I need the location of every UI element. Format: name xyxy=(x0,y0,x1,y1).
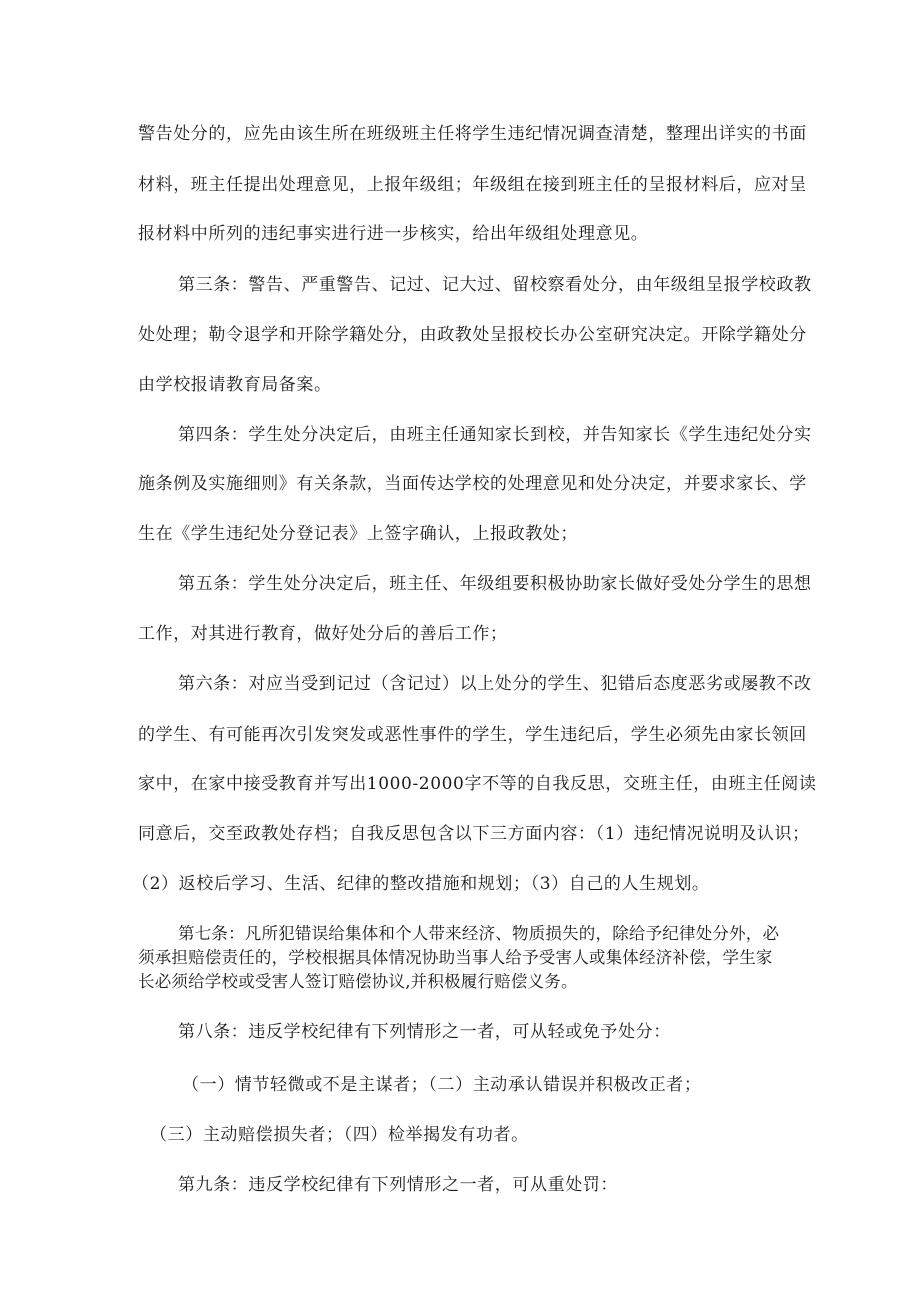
paragraph-line: 长必须给学校或受害人签订赔偿协议,并积极履行赔偿义务。 xyxy=(138,972,578,991)
paragraph-line: 报材料中所列的违纪事实进行进一步核实，给出年级组处理意见。 xyxy=(138,224,649,244)
paragraph-line: 生在《学生违纪处分登记表》上签字确认，上报政教处； xyxy=(138,524,578,544)
paragraph-line: 同意后，交至政教处存档；自我反思包含以下三方面内容：（1）违纪情况说明及认识； xyxy=(138,824,810,844)
list-item: （三）主动赔偿损失者；（四）检举揭发有功者。 xyxy=(150,1125,529,1145)
paragraph-line: 须承担赔偿责任的，学校根据具体情况协助当事人给予受害人或集体经济补偿，学生家 xyxy=(138,948,773,967)
article-5-line: 第五条：学生处分决定后，班主任、年级组要积极协助家长做好受处分学生的思想 xyxy=(178,574,812,594)
article-8-line: 第八条：违反学校纪律有下列情形之一者，可从轻或免予处分： xyxy=(178,1022,671,1042)
paragraph-line: （2）返校后学习、生活、纪律的整改措施和规划；（3）自己的人生规划。 xyxy=(132,874,710,894)
paragraph-line: 材料，班主任提出处理意见，上报年级组；年级组在接到班主任的呈报材料后，应对呈 xyxy=(138,175,807,195)
paragraph-line: 家中，在家中接受教育并写出1000-2000字不等的自我反思，交班主任，由班主任阅读 xyxy=(138,774,817,794)
article-6-line: 第六条：对应当受到记过（含记过）以上处分的学生、犯错后态度恶劣或屡教不改 xyxy=(178,674,812,694)
paragraph-line: 工作，对其进行教育，做好处分后的善后工作； xyxy=(138,624,508,644)
paragraph-line: 的学生、有可能再次引发突发或恶性事件的学生，学生违纪后，学生必须先由家长领回 xyxy=(138,725,807,745)
paragraph-line: 警告处分的，应先由该生所在班级班主任将学生违纪情况调查清楚，整理出详实的书面 xyxy=(138,124,807,144)
list-item: （一）情节轻微或不是主谋者；（二）主动承认错误并积极改正者； xyxy=(182,1075,702,1095)
paragraph-line: 处处理；勒令退学和开除学籍处分，由政教处呈报校长办公室研究决定。开除学籍处分 xyxy=(138,325,807,345)
article-4-line: 第四条：学生处分决定后，由班主任通知家长到校，并告知家长《学生违纪处分实 xyxy=(178,425,812,445)
article-9-line: 第九条：违反学校纪律有下列情形之一者，可从重处罚： xyxy=(178,1175,618,1195)
article-7-line: 第七条：凡所犯错误给集体和个人带来经济、物质损失的，除给予纪律处分外，必 xyxy=(178,924,780,943)
article-3-line: 第三条：警告、严重警告、记过、记大过、留校察看处分，由年级组呈报学校政教 xyxy=(178,275,812,295)
paragraph-line: 施条例及实施细则》有关条款，当面传达学校的处理意见和处分决定，并要求家长、学 xyxy=(138,474,807,494)
paragraph-line: 由学校报请教育局备案。 xyxy=(138,375,332,395)
